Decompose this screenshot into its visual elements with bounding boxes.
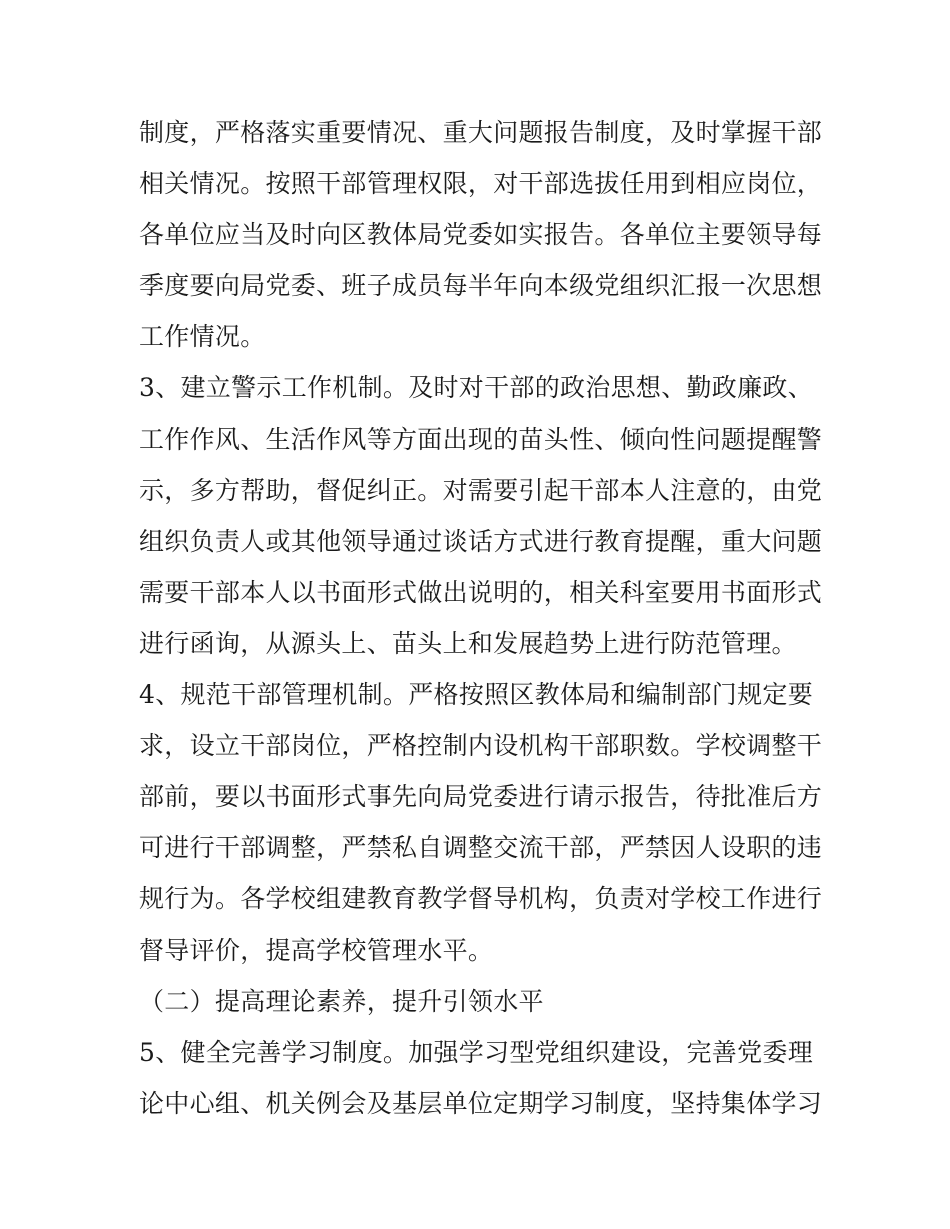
text-line: 各单位应当及时向区教体局党委如实报告。各单位主要领导每	[139, 220, 823, 250]
text-line: 工作作风、生活作风等方面出现的苗头性、倾向性问题提醒警	[139, 424, 823, 454]
text-line: 制度，严格落实重要情况、重大问题报告制度，及时掌握干部	[139, 118, 823, 147]
text-line: 需要干部本人以书面形式做出说明的，相关科室要用书面形式	[139, 577, 823, 607]
text-line: 论中心组、机关例会及基层单位定期学习制度，坚持集体学习	[139, 1088, 823, 1118]
text-line: 工作情况。	[139, 322, 266, 352]
document-body	[139, 107, 823, 1129]
text-line: 求，设立干部岗位，严格控制内设机构干部职数。学校调整干	[139, 731, 823, 761]
text-line: 督导评价，提高学校管理水平。	[139, 935, 494, 965]
text-line: 进行函询，从源头上、苗头上和发展趋势上进行防范管理。	[139, 628, 797, 658]
text-line: 规行为。各学校组建教育教学督导机构，负责对学校工作进行	[139, 884, 823, 914]
text-line: 组织负责人或其他领导通过谈话方式进行教育提醒，重大问题	[139, 526, 823, 556]
text-line: 可进行干部调整，严禁私自调整交流干部，严禁因人设职的违	[139, 833, 823, 863]
section-3-heading-line: 3、建立警示工作机制。及时对干部的政治思想、勤政廉政、	[139, 373, 814, 403]
section-4-heading-line: 4、规范干部管理机制。严格按照区教体局和编制部门规定要	[139, 680, 814, 710]
text-line: 相关情况。按照干部管理权限，对干部选拔任用到相应岗位，	[139, 169, 823, 199]
section-5-heading-line: 5、健全完善学习制度。加强学习型党组织建设，完善党委理	[139, 1037, 814, 1067]
text-line: 季度要向局党委、班子成员每半年向本级党组织汇报一次思想	[139, 271, 823, 301]
text-line: 部前，要以书面形式事先向局党委进行请示报告，待批准后方	[139, 782, 823, 812]
text-line: 示，多方帮助，督促纠正。对需要引起干部本人注意的，由党	[139, 475, 823, 505]
subsection-heading: （二）提高理论素养，提升引领水平	[139, 986, 544, 1016]
